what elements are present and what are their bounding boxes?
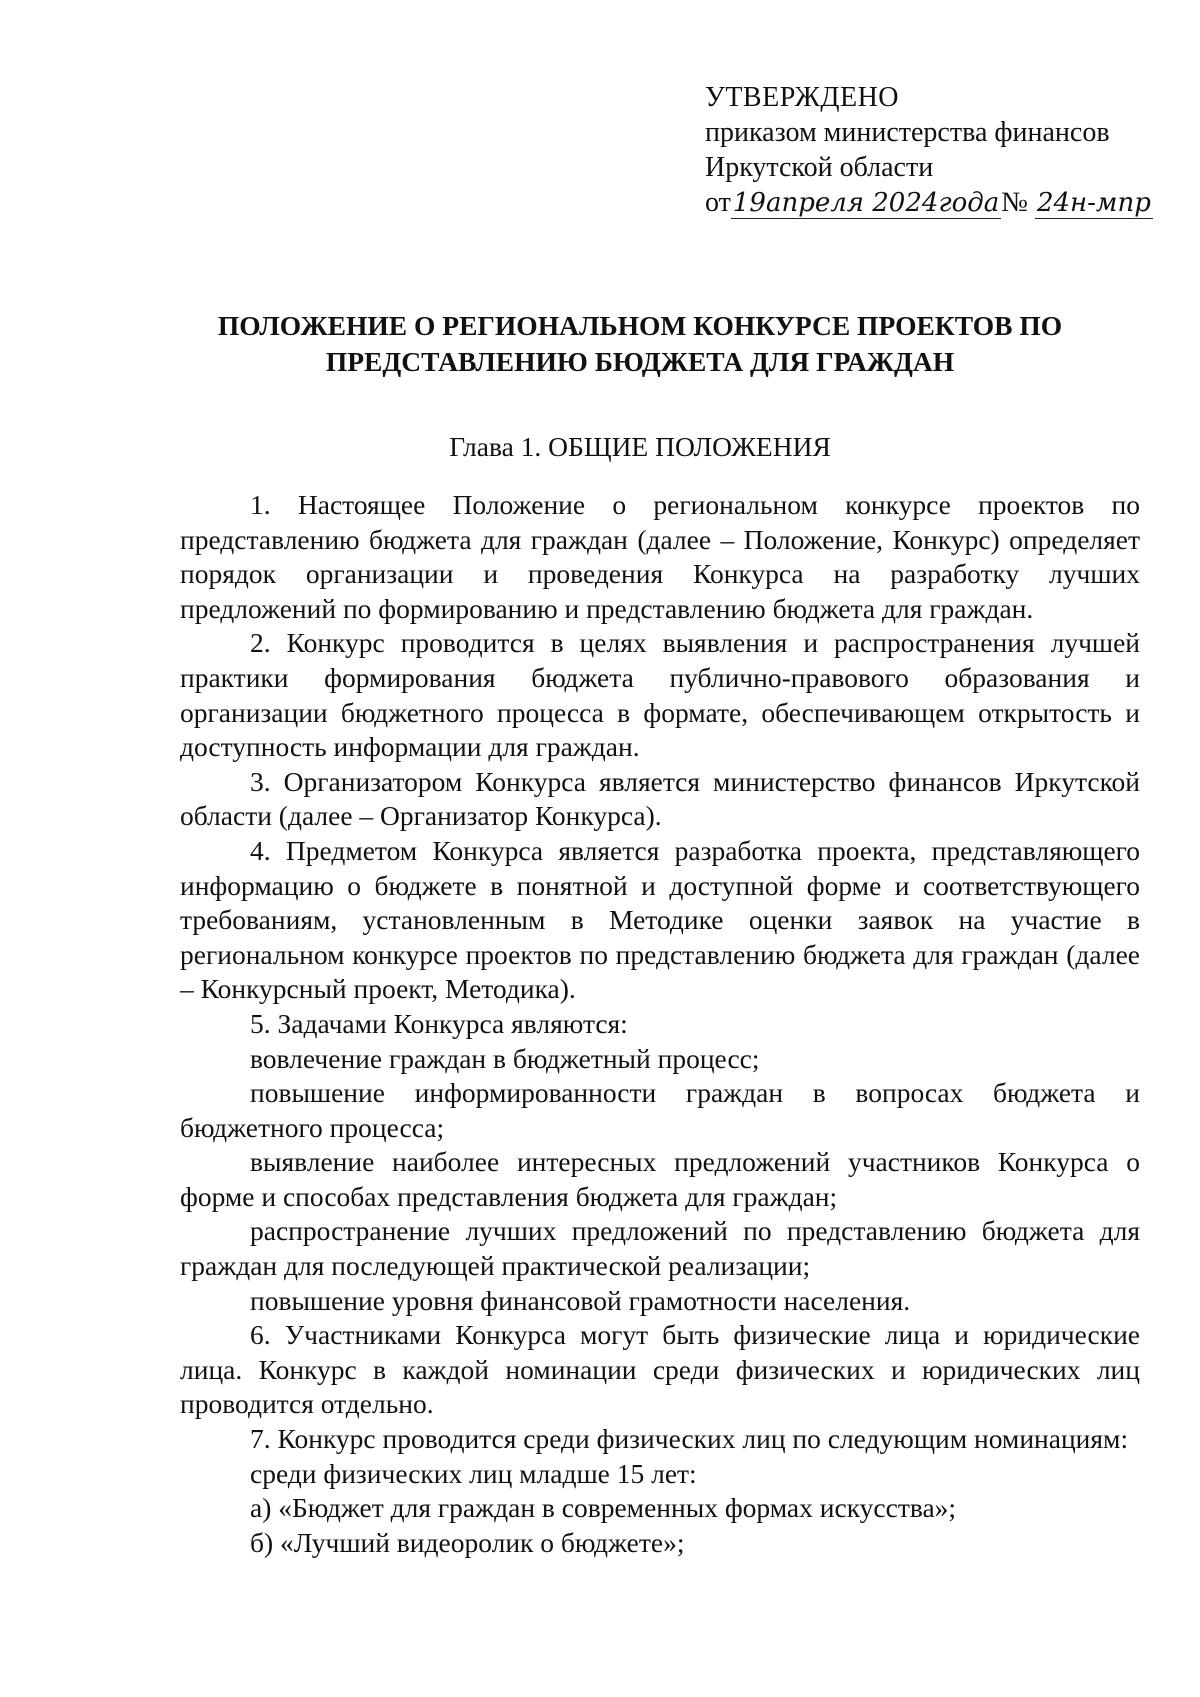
paragraph-4: 4. Предметом Конкурса является разработка проекта, представляющего информацию о бюджете в понятной и доступной форме и соответствующего требованиям, установленным в Методике оценки заявок на участие в региональном конкурсе проектов по представлению бюджета для граждан (далее – Конкурсный проект, Методика).: [180, 834, 1140, 1005]
task-item-4: распространение лучших предложений по представлению бюджета для граждан для последующей практической реализации;: [180, 1215, 1140, 1282]
document-title-line-1: ПОЛОЖЕНИЕ О РЕГИОНАЛЬНОМ КОНКУРСЕ ПРОЕКТОВ ПО: [217, 310, 1063, 341]
nomination-group-label: среди физических лиц младше 15 лет:: [250, 1457, 697, 1489]
document-body: [180, 488, 1140, 1560]
nomination-item-a: а) «Бюджет для граждан в современных формах искусства»;: [250, 1492, 957, 1524]
approval-date-handwritten: 19апреля 2024года: [732, 188, 1000, 218]
task-item-1: вовлечение граждан в бюджетный процесс;: [250, 1042, 760, 1074]
approval-from-label: от: [705, 187, 731, 218]
paragraph-6: 6. Участниками Конкурса могут быть физические лица и юридические лица. Конкурс в каждой номинации среди физических и юридических лиц проводится отдельно.: [180, 1319, 1140, 1420]
approval-line-2: Иркутской области: [705, 152, 934, 183]
nomination-item-b: б) «Лучший видеоролик о бюджете»;: [250, 1526, 685, 1558]
chapter-heading: Глава 1. ОБЩИЕ ПОЛОЖЕНИЯ: [449, 431, 831, 462]
paragraph-5: 5. Задачами Конкурса являются:: [250, 1007, 628, 1039]
task-item-2: повышение информированности граждан в вопросах бюджета и бюджетного процесса;: [180, 1077, 1140, 1143]
document-title: [180, 308, 1100, 380]
paragraph-1: 1. Настоящее Положение о региональном конкурсе проектов по представлению бюджета для граждан (далее – Положение, Конкурс) определяет порядок организации и проведения Конкурса на разработку лучших предложений по формированию и представлению бюджета для граждан.: [180, 489, 1140, 624]
approval-number-label: №: [1001, 187, 1028, 218]
approval-stamp-block: [705, 80, 1151, 220]
task-item-3: выявление наиболее интересных предложений участников Конкурса о форме и способах представления бюджета для граждан;: [180, 1146, 1140, 1212]
approval-heading: УТВЕРЖДЕНО: [705, 82, 900, 113]
task-item-5: повышение уровня финансовой грамотности населения.: [250, 1284, 911, 1316]
approval-line-1: приказом министерства финансов: [705, 117, 1110, 148]
paragraph-3: 3. Организатором Конкурса является министерство финансов Иркутской области (далее – Организатор Конкурса).: [180, 765, 1140, 832]
paragraph-2: 2. Конкурс проводится в целях выявления и распространения лучшей практики формирования бюджета публично-правового образования и организации бюджетного процесса в формате, обеспечивающем открытость и доступность информации для граждан.: [180, 627, 1140, 763]
approval-number-handwritten: 24н-мпр: [1036, 188, 1151, 218]
document-title-line-2: ПРЕДСТАВЛЕНИЮ БЮДЖЕТА ДЛЯ ГРАЖДАН: [325, 346, 955, 377]
paragraph-7: 7. Конкурс проводится среди физических лиц по следующим номинациям:: [250, 1423, 1129, 1455]
approval-order-line: [705, 185, 1151, 220]
